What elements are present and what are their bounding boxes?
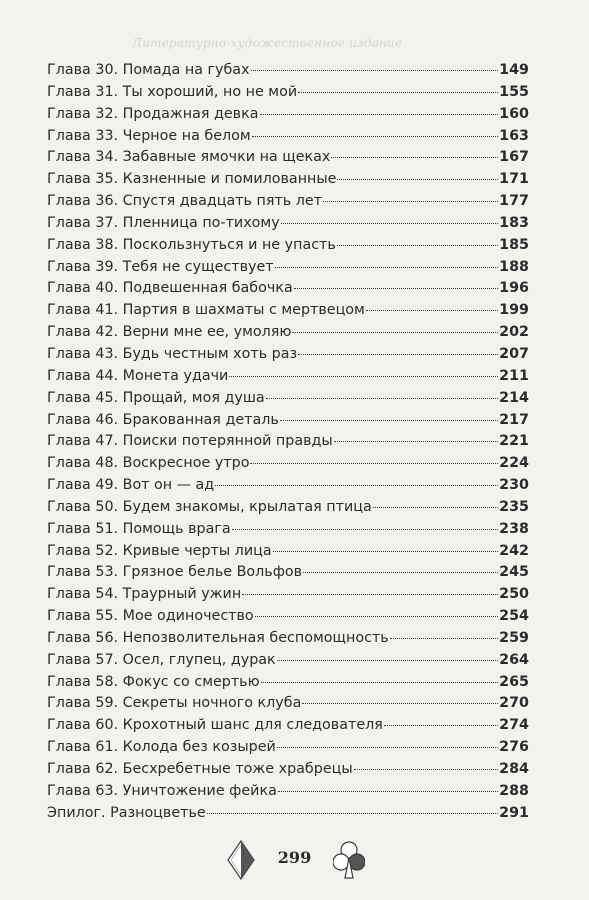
toc-entry-page: 163 (499, 127, 529, 144)
toc-entry-title: Эпилог. Разноцветье (47, 804, 206, 821)
toc-entry-page: 183 (499, 214, 529, 231)
dot-leader (255, 616, 498, 617)
toc-entry-title: Глава 41. Партия в шахматы с мертвецом (47, 302, 365, 319)
toc-entry-title: Глава 33. Черное на белом (47, 127, 251, 144)
toc-entry-title: Глава 44. Монета удачи (47, 367, 229, 384)
toc-entry-title: Глава 48. Воскресное утро (47, 455, 250, 472)
toc-entry-page: 224 (499, 455, 529, 472)
toc-entry-page: 284 (499, 761, 529, 777)
page-number: 299 (277, 848, 312, 867)
toc-entry-title: Глава 40. Подвешенная бабочка (47, 280, 293, 297)
toc-entry-page: 196 (499, 280, 529, 297)
toc-entry-title: Глава 56. Непозволительная беспомощность (47, 629, 389, 646)
toc-entry-page: 202 (499, 324, 529, 341)
toc-entry (47, 60, 529, 82)
toc-entry-title: Глава 55. Мое одиночество (47, 608, 254, 625)
toc-entry-page: 245 (499, 564, 529, 581)
toc-entry (47, 737, 529, 759)
toc-entry-page: 242 (499, 542, 529, 559)
toc-entry-page: 291 (499, 804, 529, 821)
toc-entry (47, 541, 529, 563)
toc-entry (47, 278, 529, 300)
toc-entry (47, 672, 529, 694)
toc-entry (47, 759, 529, 781)
dot-leader (261, 682, 499, 683)
toc-entry-title: Глава 32. Продажная девка (47, 105, 259, 122)
toc-entry-page: 155 (499, 83, 529, 100)
toc-entry (47, 366, 529, 388)
toc-entry-page: 221 (499, 433, 529, 450)
dot-leader (278, 791, 498, 792)
toc-entry (47, 475, 529, 497)
dot-leader (323, 201, 498, 202)
toc-entry-title: Глава 34. Забавные ямочки на щеках (47, 149, 331, 166)
toc-entry-title: Глава 49. Вот он — ад (47, 477, 215, 494)
dot-leader (302, 703, 498, 704)
toc-entry-title: Глава 37. Пленница по-тихому (47, 214, 280, 231)
dot-leader (337, 179, 498, 180)
toc-entry (47, 344, 529, 366)
toc-entry (47, 453, 529, 475)
toc-entry-title: Глава 42. Верни мне ее, умоляю (47, 324, 292, 341)
dot-leader (298, 92, 498, 93)
toc-entry-page: 254 (499, 608, 529, 625)
bleed-through-header: Литературно-художественное издание (132, 36, 403, 50)
toc-entry (47, 650, 529, 672)
toc-entry (47, 126, 529, 148)
toc-entry (47, 628, 529, 650)
toc-entry-page: 185 (499, 236, 529, 253)
toc-entry-title: Глава 61. Колода без козырей (47, 739, 276, 756)
dot-leader (266, 398, 498, 399)
toc-entry (47, 191, 529, 213)
toc-entry-title: Глава 62. Бесхребетные тоже храбрецы (47, 761, 353, 777)
toc-entry-title: Глава 53. Грязное белье Вольфов (47, 564, 303, 581)
toc-entry (47, 562, 529, 584)
toc-entry-title: Глава 39. Тебя не существует (47, 258, 274, 275)
toc-entry-page: 274 (499, 717, 529, 734)
toc-entry (47, 213, 529, 235)
toc-entry (47, 693, 529, 715)
toc-entry (47, 235, 529, 257)
toc-entry-title: Глава 60. Крохотный шанс для следователя (47, 717, 383, 734)
toc-entry-title: Глава 63. Уничтожение фейка (47, 782, 277, 799)
toc-entry-title: Глава 52. Кривые черты лица (47, 542, 272, 559)
dot-leader (354, 769, 499, 770)
dot-leader (273, 551, 499, 552)
club-suit-icon (333, 840, 365, 884)
toc-entry-title: Глава 46. Бракованная деталь (47, 411, 279, 428)
dot-leader (390, 638, 498, 639)
toc-entry-title: Глава 45. Прощай, моя душа (47, 389, 265, 406)
toc-entry (47, 322, 529, 344)
dot-leader (292, 332, 498, 333)
dot-leader (337, 245, 498, 246)
dot-leader (250, 463, 498, 464)
toc-entry-page: 177 (499, 193, 529, 210)
toc-entry-page: 250 (499, 586, 529, 603)
toc-entry (47, 497, 529, 519)
dot-leader (229, 376, 498, 377)
toc-entry-title: Глава 31. Ты хороший, но не мой (47, 83, 298, 100)
toc-entry (47, 431, 529, 453)
dot-leader (294, 288, 498, 289)
dot-leader (384, 725, 498, 726)
toc-entry-page: 264 (499, 651, 529, 668)
toc-entry-page: 214 (499, 389, 529, 406)
toc-entry-page: 171 (499, 171, 529, 188)
dot-leader (232, 529, 499, 530)
dot-leader (215, 485, 498, 486)
toc-entry-title: Глава 36. Спустя двадцать пять лет (47, 193, 323, 210)
toc-entry (47, 781, 529, 803)
toc-entry-title: Глава 30. Помада на губах (47, 62, 250, 78)
toc-entry-page: 160 (499, 105, 529, 122)
toc-entry-page: 238 (499, 520, 529, 537)
toc-entry-title: Глава 59. Секреты ночного клуба (47, 695, 302, 712)
toc-entry-title: Глава 35. Казненные и помилованные (47, 171, 337, 188)
dot-leader (207, 813, 498, 814)
toc-entry-page: 265 (499, 673, 529, 690)
dot-leader (275, 267, 499, 268)
toc-entry-page: 199 (499, 302, 529, 319)
toc-entry-page: 207 (499, 345, 529, 362)
toc-entry-page: 149 (499, 62, 529, 78)
toc-entry-page: 288 (499, 782, 529, 799)
toc-entry-title: Глава 50. Будем знакомы, крылатая птица (47, 498, 372, 515)
toc-entry-page: 188 (499, 258, 529, 275)
toc-entry-page: 259 (499, 629, 529, 646)
dot-leader (334, 441, 498, 442)
toc-entry-title: Глава 58. Фокус со смертью (47, 673, 260, 690)
toc-entry (47, 519, 529, 541)
dot-leader (331, 157, 498, 158)
toc-entry-title: Глава 57. Осел, глупец, дурак (47, 651, 276, 668)
toc-entry (47, 169, 529, 191)
dot-leader (260, 114, 499, 115)
dot-leader (298, 354, 498, 355)
dot-leader (373, 507, 498, 508)
toc-entry (47, 388, 529, 410)
toc-entry (47, 82, 529, 104)
toc-entry-title: Глава 43. Будь честным хоть раз (47, 345, 298, 362)
dot-leader (277, 660, 498, 661)
toc-entry-title: Глава 47. Поиски потерянной правды (47, 433, 333, 450)
toc-entry-page: 167 (499, 149, 529, 166)
toc-entry (47, 803, 529, 825)
table-of-contents (47, 60, 529, 825)
toc-entry-page: 217 (499, 411, 529, 428)
toc-entry-title: Глава 38. Поскользнуться и не упасть (47, 236, 336, 253)
toc-entry (47, 257, 529, 279)
toc-entry (47, 606, 529, 628)
toc-entry (47, 410, 529, 432)
page-footer (0, 838, 589, 888)
dot-leader (277, 747, 498, 748)
toc-entry-title: Глава 51. Помощь врага (47, 520, 231, 537)
dot-leader (281, 223, 498, 224)
dot-leader (242, 594, 498, 595)
toc-entry (47, 147, 529, 169)
toc-entry-page: 276 (499, 739, 529, 756)
toc-entry (47, 715, 529, 737)
dot-leader (280, 420, 498, 421)
toc-entry-page: 230 (499, 477, 529, 494)
dot-leader (252, 136, 498, 137)
toc-entry-page: 211 (499, 367, 529, 384)
dot-leader (366, 310, 498, 311)
toc-entry (47, 584, 529, 606)
toc-entry (47, 300, 529, 322)
dot-leader (251, 70, 499, 71)
toc-entry-page: 235 (499, 498, 529, 515)
toc-entry (47, 104, 529, 126)
toc-entry-title: Глава 54. Траурный ужин (47, 586, 242, 603)
dot-leader (303, 572, 498, 573)
toc-entry-page: 270 (499, 695, 529, 712)
